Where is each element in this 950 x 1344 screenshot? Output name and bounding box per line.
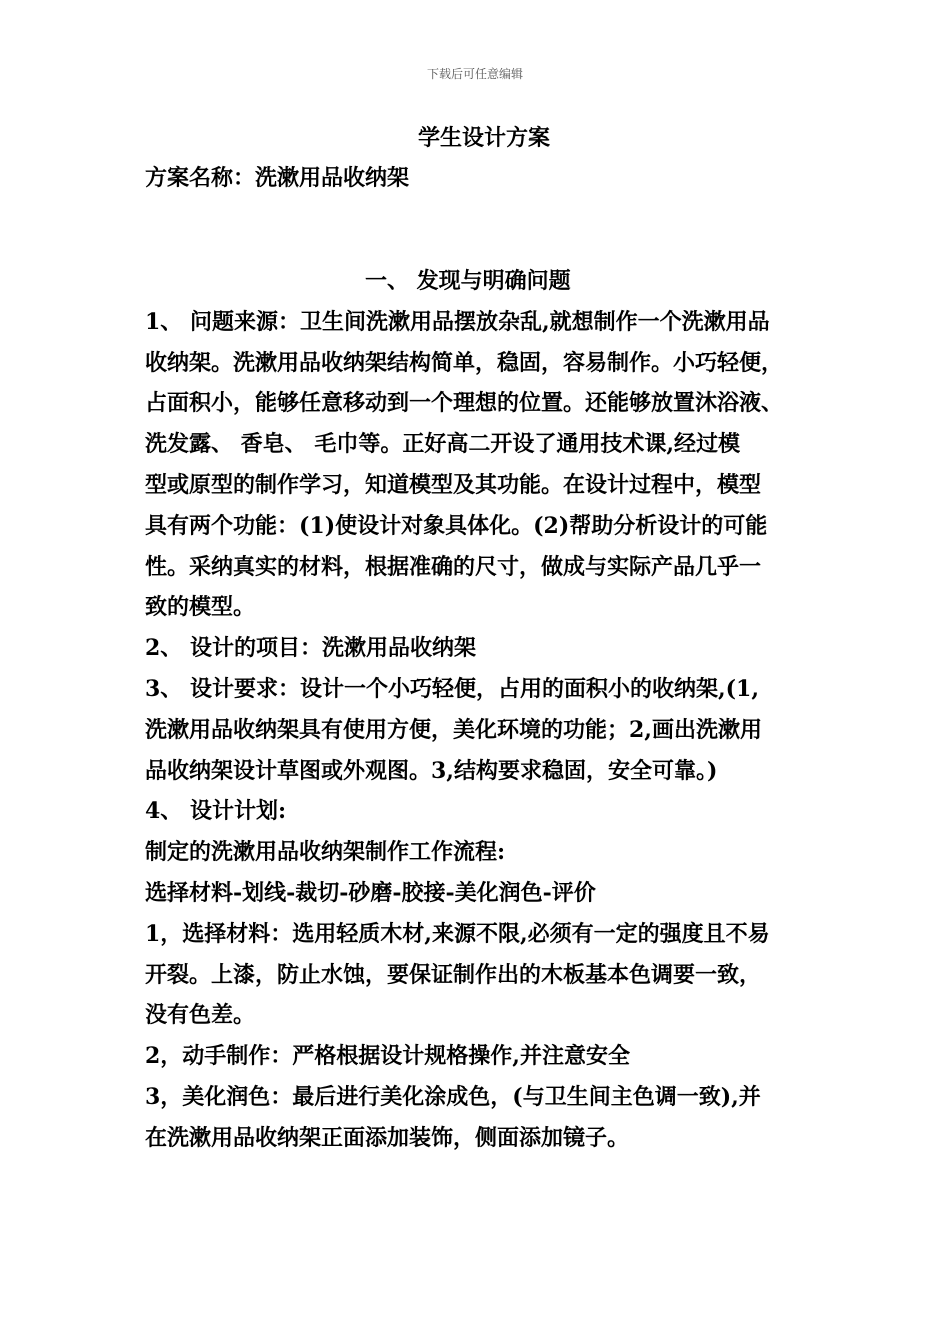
step-material: 1，选择材料：选用轻质木材,来源不限,必须有一定的强度且不易 <box>145 920 770 947</box>
paragraph-line: 品收纳架设计草图或外观图。3,结构要求稳固，安全可靠。) <box>145 757 718 784</box>
blank-line <box>145 198 813 238</box>
paragraph-line: 具有两个功能：(1)使设计对象具体化。(2)帮助分析设计的可能 <box>145 512 768 539</box>
plan-name: 方案名称：洗漱用品收纳架 <box>145 165 410 191</box>
section-heading: 一、 发现与明确问题 <box>365 268 571 294</box>
paragraph-line: 性。采纳真实的材料，根据准确的尺寸，做成与实际产品几乎一 <box>145 553 762 580</box>
paragraph-line: 在洗漱用品收纳架正面添加装饰，侧面添加镜子。 <box>145 1124 630 1151</box>
paragraph-line: 洗漱用品收纳架具有使用方便，美化环境的功能；2,画出洗漱用 <box>145 716 762 743</box>
paragraph-line: 制定的洗漱用品收纳架制作工作流程: <box>145 839 506 866</box>
header-note: 下载后可任意编辑 <box>426 67 523 81</box>
list-item-plan: 4、 设计计划: <box>145 798 287 825</box>
paragraph-line: 没有色差。 <box>145 1002 256 1029</box>
list-item-requirements: 3、 设计要求：设计一个小巧轻便，占用的面积小的收纳架,(1, <box>145 675 760 702</box>
document-body <box>145 118 813 1159</box>
paragraph-line: 占面积小，能够任意移动到一个理想的位置。还能够放置沐浴液、 <box>145 390 784 417</box>
paragraph-line: 收纳架。洗漱用品收纳架结构简单，稳固，容易制作。小巧轻便， <box>145 349 784 376</box>
paragraph-line: 1、 问题来源：卫生间洗漱用品摆放杂乱,就想制作一个洗漱用品 <box>145 308 770 335</box>
paragraph-line: 致的模型。 <box>145 594 256 621</box>
step-polish: 3，美化润色：最后进行美化涂成色，(与卫生间主色调一致),并 <box>145 1083 761 1110</box>
paragraph-line: 洗发露、 香皂、 毛巾等。正好高二开设了通用技术课,经过模 <box>145 431 740 458</box>
paragraph-line: 型或原型的制作学习，知道模型及其功能。在设计过程中，模型 <box>145 471 762 498</box>
document-title: 学生设计方案 <box>417 125 550 151</box>
list-item-project: 2、 设计的项目：洗漱用品收纳架 <box>145 635 476 662</box>
workflow-line: 选择材料-划线-裁切-砂磨-胶接-美化润色-评价 <box>145 879 596 906</box>
paragraph-line: 开裂。上漆，防止水蚀，要保证制作出的木板基本色调要一致， <box>145 961 762 988</box>
step-make: 2，动手制作：严格根据设计规格操作,并注意安全 <box>145 1043 630 1070</box>
